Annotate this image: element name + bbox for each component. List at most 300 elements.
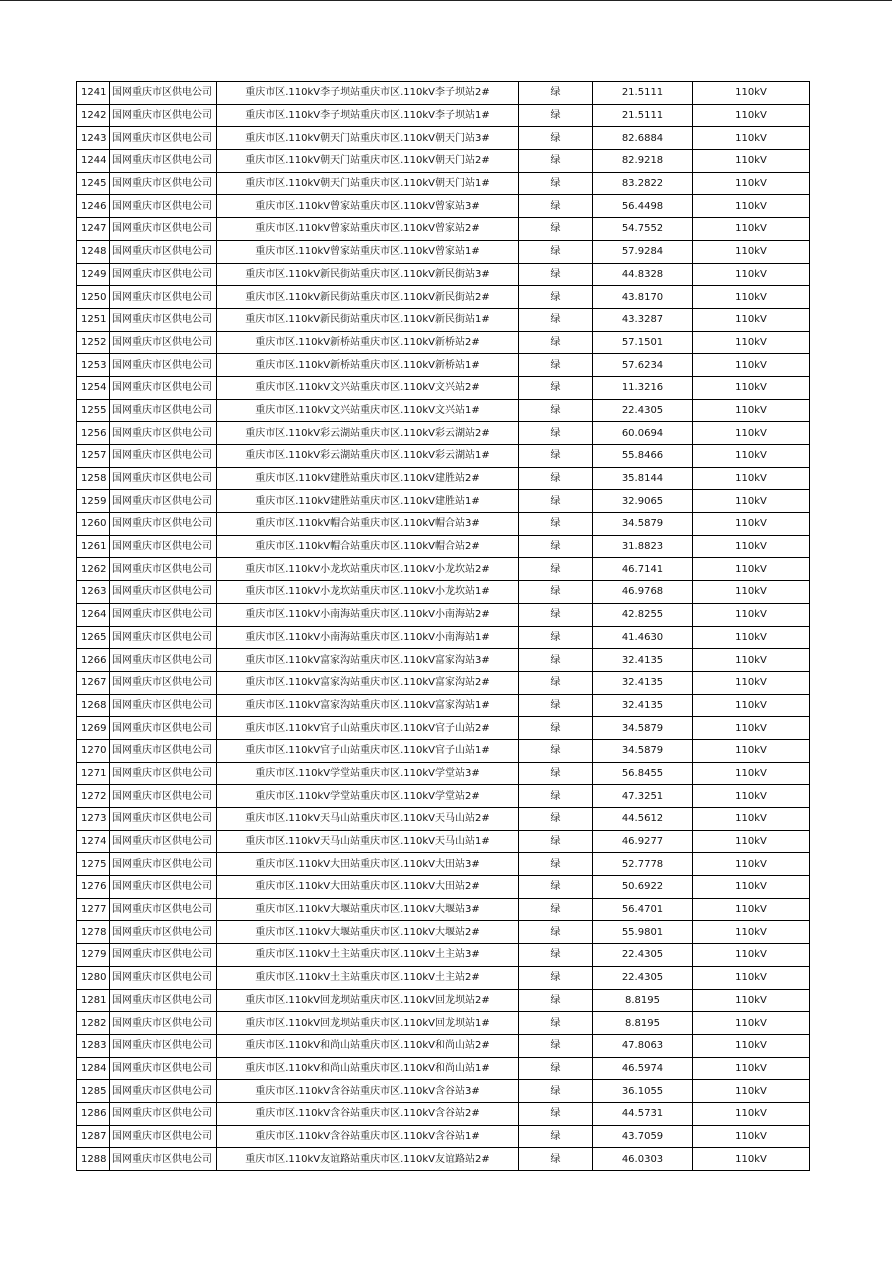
station-cell: 重庆市区.110kV回龙坝站重庆市区.110kV回龙坝站2# xyxy=(217,989,519,1012)
table-row xyxy=(77,1057,810,1080)
company-cell: 国网重庆市区供电公司 xyxy=(110,422,217,445)
station-cell: 重庆市区.110kV朝天门站重庆市区.110kV朝天门站3# xyxy=(217,127,519,150)
status-color-cell: 绿 xyxy=(519,82,593,105)
status-color-cell: 绿 xyxy=(519,649,593,672)
station-cell: 重庆市区.110kV建胜站重庆市区.110kV建胜站2# xyxy=(217,467,519,490)
row-number-cell: 1245 xyxy=(77,172,110,195)
station-cell: 重庆市区.110kV小龙坎站重庆市区.110kV小龙坎站1# xyxy=(217,581,519,604)
row-number-cell: 1274 xyxy=(77,830,110,853)
station-cell: 重庆市区.110kV小南海站重庆市区.110kV小南海站1# xyxy=(217,626,519,649)
row-number-cell: 1273 xyxy=(77,808,110,831)
voltage-level-cell: 110kV xyxy=(693,876,810,899)
table-row xyxy=(77,944,810,967)
status-color-cell: 绿 xyxy=(519,445,593,468)
company-cell: 国网重庆市区供电公司 xyxy=(110,1012,217,1035)
row-number-cell: 1276 xyxy=(77,876,110,899)
voltage-level-cell: 110kV xyxy=(693,513,810,536)
status-color-cell: 绿 xyxy=(519,739,593,762)
company-cell: 国网重庆市区供电公司 xyxy=(110,762,217,785)
voltage-level-cell: 110kV xyxy=(693,1148,810,1171)
station-cell: 重庆市区.110kV大堰站重庆市区.110kV大堰站2# xyxy=(217,921,519,944)
value-cell: 8.8195 xyxy=(593,1012,693,1035)
table-row xyxy=(77,82,810,105)
status-color-cell: 绿 xyxy=(519,921,593,944)
value-cell: 56.4498 xyxy=(593,195,693,218)
station-cell: 重庆市区.110kV李子坝站重庆市区.110kV李子坝站2# xyxy=(217,82,519,105)
company-cell: 国网重庆市区供电公司 xyxy=(110,513,217,536)
station-cell: 重庆市区.110kV含谷站重庆市区.110kV含谷站3# xyxy=(217,1080,519,1103)
company-cell: 国网重庆市区供电公司 xyxy=(110,649,217,672)
value-cell: 46.7141 xyxy=(593,558,693,581)
station-cell: 重庆市区.110kV彩云湖站重庆市区.110kV彩云湖站2# xyxy=(217,422,519,445)
station-cell: 重庆市区.110kV大田站重庆市区.110kV大田站3# xyxy=(217,853,519,876)
station-cell: 重庆市区.110kV大堰站重庆市区.110kV大堰站3# xyxy=(217,898,519,921)
value-cell: 34.5879 xyxy=(593,717,693,740)
table-row xyxy=(77,989,810,1012)
table-row xyxy=(77,739,810,762)
station-cell: 重庆市区.110kV土主站重庆市区.110kV土主站3# xyxy=(217,944,519,967)
status-color-cell: 绿 xyxy=(519,898,593,921)
row-number-cell: 1268 xyxy=(77,694,110,717)
voltage-level-cell: 110kV xyxy=(693,853,810,876)
value-cell: 44.8328 xyxy=(593,263,693,286)
value-cell: 22.4305 xyxy=(593,399,693,422)
value-cell: 32.4135 xyxy=(593,671,693,694)
row-number-cell: 1248 xyxy=(77,240,110,263)
row-number-cell: 1271 xyxy=(77,762,110,785)
row-number-cell: 1263 xyxy=(77,581,110,604)
table-row xyxy=(77,603,810,626)
voltage-level-cell: 110kV xyxy=(693,944,810,967)
company-cell: 国网重庆市区供电公司 xyxy=(110,354,217,377)
value-cell: 57.1501 xyxy=(593,331,693,354)
station-cell: 重庆市区.110kV新民街站重庆市区.110kV新民街站1# xyxy=(217,308,519,331)
status-color-cell: 绿 xyxy=(519,490,593,513)
table-row xyxy=(77,1012,810,1035)
company-cell: 国网重庆市区供电公司 xyxy=(110,127,217,150)
status-color-cell: 绿 xyxy=(519,1080,593,1103)
voltage-level-cell: 110kV xyxy=(693,445,810,468)
station-cell: 重庆市区.110kV天马山站重庆市区.110kV天马山站2# xyxy=(217,808,519,831)
table-row xyxy=(77,1102,810,1125)
company-cell: 国网重庆市区供电公司 xyxy=(110,694,217,717)
row-number-cell: 1283 xyxy=(77,1034,110,1057)
company-cell: 国网重庆市区供电公司 xyxy=(110,853,217,876)
station-cell: 重庆市区.110kV彩云湖站重庆市区.110kV彩云湖站1# xyxy=(217,445,519,468)
table-row xyxy=(77,1080,810,1103)
voltage-level-cell: 110kV xyxy=(693,82,810,105)
company-cell: 国网重庆市区供电公司 xyxy=(110,898,217,921)
company-cell: 国网重庆市区供电公司 xyxy=(110,1125,217,1148)
row-number-cell: 1261 xyxy=(77,535,110,558)
value-cell: 22.4305 xyxy=(593,944,693,967)
row-number-cell: 1253 xyxy=(77,354,110,377)
station-cell: 重庆市区.110kV曾家站重庆市区.110kV曾家站1# xyxy=(217,240,519,263)
table-row xyxy=(77,626,810,649)
table-row xyxy=(77,490,810,513)
company-cell: 国网重庆市区供电公司 xyxy=(110,331,217,354)
row-number-cell: 1272 xyxy=(77,785,110,808)
company-cell: 国网重庆市区供电公司 xyxy=(110,1057,217,1080)
row-number-cell: 1251 xyxy=(77,308,110,331)
status-color-cell: 绿 xyxy=(519,240,593,263)
status-color-cell: 绿 xyxy=(519,127,593,150)
table-row xyxy=(77,1125,810,1148)
value-cell: 35.8144 xyxy=(593,467,693,490)
value-cell: 55.9801 xyxy=(593,921,693,944)
value-cell: 83.2822 xyxy=(593,172,693,195)
table-row xyxy=(77,331,810,354)
value-cell: 32.4135 xyxy=(593,649,693,672)
station-cell: 重庆市区.110kV学堂站重庆市区.110kV学堂站2# xyxy=(217,785,519,808)
status-color-cell: 绿 xyxy=(519,694,593,717)
table-row xyxy=(77,445,810,468)
table-row xyxy=(77,717,810,740)
voltage-level-cell: 110kV xyxy=(693,989,810,1012)
voltage-level-cell: 110kV xyxy=(693,218,810,241)
status-color-cell: 绿 xyxy=(519,422,593,445)
value-cell: 44.5612 xyxy=(593,808,693,831)
company-cell: 国网重庆市区供电公司 xyxy=(110,1148,217,1171)
status-color-cell: 绿 xyxy=(519,944,593,967)
status-color-cell: 绿 xyxy=(519,150,593,173)
status-color-cell: 绿 xyxy=(519,853,593,876)
row-number-cell: 1257 xyxy=(77,445,110,468)
table-row xyxy=(77,218,810,241)
company-cell: 国网重庆市区供电公司 xyxy=(110,286,217,309)
voltage-level-cell: 110kV xyxy=(693,535,810,558)
value-cell: 47.8063 xyxy=(593,1034,693,1057)
row-number-cell: 1249 xyxy=(77,263,110,286)
row-number-cell: 1282 xyxy=(77,1012,110,1035)
station-cell: 重庆市区.110kV新民街站重庆市区.110kV新民街站3# xyxy=(217,263,519,286)
value-cell: 60.0694 xyxy=(593,422,693,445)
voltage-level-cell: 110kV xyxy=(693,172,810,195)
voltage-level-cell: 110kV xyxy=(693,558,810,581)
value-cell: 21.5111 xyxy=(593,82,693,105)
value-cell: 34.5879 xyxy=(593,739,693,762)
value-cell: 50.6922 xyxy=(593,876,693,899)
value-cell: 56.8455 xyxy=(593,762,693,785)
table-row xyxy=(77,104,810,127)
row-number-cell: 1241 xyxy=(77,82,110,105)
company-cell: 国网重庆市区供电公司 xyxy=(110,1080,217,1103)
voltage-level-cell: 110kV xyxy=(693,263,810,286)
row-number-cell: 1277 xyxy=(77,898,110,921)
value-cell: 22.4305 xyxy=(593,966,693,989)
row-number-cell: 1269 xyxy=(77,717,110,740)
status-color-cell: 绿 xyxy=(519,535,593,558)
company-cell: 国网重庆市区供电公司 xyxy=(110,240,217,263)
row-number-cell: 1287 xyxy=(77,1125,110,1148)
voltage-level-cell: 110kV xyxy=(693,104,810,127)
company-cell: 国网重庆市区供电公司 xyxy=(110,467,217,490)
value-cell: 44.5731 xyxy=(593,1102,693,1125)
station-cell: 重庆市区.110kV文兴站重庆市区.110kV文兴站2# xyxy=(217,376,519,399)
company-cell: 国网重庆市区供电公司 xyxy=(110,671,217,694)
station-cell: 重庆市区.110kV帽合站重庆市区.110kV帽合站2# xyxy=(217,535,519,558)
table-row xyxy=(77,762,810,785)
value-cell: 46.0303 xyxy=(593,1148,693,1171)
row-number-cell: 1256 xyxy=(77,422,110,445)
voltage-level-cell: 110kV xyxy=(693,1012,810,1035)
status-color-cell: 绿 xyxy=(519,263,593,286)
status-color-cell: 绿 xyxy=(519,1125,593,1148)
row-number-cell: 1255 xyxy=(77,399,110,422)
table-body xyxy=(77,82,810,1171)
station-cell: 重庆市区.110kV文兴站重庆市区.110kV文兴站1# xyxy=(217,399,519,422)
station-cell: 重庆市区.110kV新桥站重庆市区.110kV新桥站2# xyxy=(217,331,519,354)
status-color-cell: 绿 xyxy=(519,1148,593,1171)
table-row xyxy=(77,649,810,672)
voltage-level-cell: 110kV xyxy=(693,830,810,853)
table-row xyxy=(77,1034,810,1057)
status-color-cell: 绿 xyxy=(519,513,593,536)
voltage-level-cell: 110kV xyxy=(693,240,810,263)
table-row xyxy=(77,1148,810,1171)
table-row xyxy=(77,830,810,853)
voltage-level-cell: 110kV xyxy=(693,1080,810,1103)
station-cell: 重庆市区.110kV土主站重庆市区.110kV土主站2# xyxy=(217,966,519,989)
voltage-level-cell: 110kV xyxy=(693,1034,810,1057)
row-number-cell: 1265 xyxy=(77,626,110,649)
station-cell: 重庆市区.110kV大田站重庆市区.110kV大田站2# xyxy=(217,876,519,899)
row-number-cell: 1244 xyxy=(77,150,110,173)
voltage-level-cell: 110kV xyxy=(693,694,810,717)
table-row xyxy=(77,694,810,717)
row-number-cell: 1262 xyxy=(77,558,110,581)
voltage-level-cell: 110kV xyxy=(693,808,810,831)
station-cell: 重庆市区.110kV朝天门站重庆市区.110kV朝天门站2# xyxy=(217,150,519,173)
table-row xyxy=(77,513,810,536)
company-cell: 国网重庆市区供电公司 xyxy=(110,808,217,831)
company-cell: 国网重庆市区供电公司 xyxy=(110,445,217,468)
station-cell: 重庆市区.110kV李子坝站重庆市区.110kV李子坝站1# xyxy=(217,104,519,127)
voltage-level-cell: 110kV xyxy=(693,127,810,150)
station-cell: 重庆市区.110kV含谷站重庆市区.110kV含谷站2# xyxy=(217,1102,519,1125)
company-cell: 国网重庆市区供电公司 xyxy=(110,82,217,105)
row-number-cell: 1285 xyxy=(77,1080,110,1103)
status-color-cell: 绿 xyxy=(519,376,593,399)
table-row xyxy=(77,376,810,399)
status-color-cell: 绿 xyxy=(519,286,593,309)
company-cell: 国网重庆市区供电公司 xyxy=(110,308,217,331)
table-row xyxy=(77,127,810,150)
row-number-cell: 1258 xyxy=(77,467,110,490)
table-row xyxy=(77,399,810,422)
value-cell: 43.3287 xyxy=(593,308,693,331)
voltage-level-cell: 110kV xyxy=(693,671,810,694)
company-cell: 国网重庆市区供电公司 xyxy=(110,195,217,218)
row-number-cell: 1286 xyxy=(77,1102,110,1125)
station-cell: 重庆市区.110kV回龙坝站重庆市区.110kV回龙坝站1# xyxy=(217,1012,519,1035)
station-cell: 重庆市区.110kV小龙坎站重庆市区.110kV小龙坎站2# xyxy=(217,558,519,581)
status-color-cell: 绿 xyxy=(519,467,593,490)
station-cell: 重庆市区.110kV曾家站重庆市区.110kV曾家站3# xyxy=(217,195,519,218)
voltage-level-cell: 110kV xyxy=(693,286,810,309)
station-cell: 重庆市区.110kV含谷站重庆市区.110kV含谷站1# xyxy=(217,1125,519,1148)
voltage-level-cell: 110kV xyxy=(693,921,810,944)
company-cell: 国网重庆市区供电公司 xyxy=(110,581,217,604)
table-row xyxy=(77,240,810,263)
status-color-cell: 绿 xyxy=(519,172,593,195)
row-number-cell: 1267 xyxy=(77,671,110,694)
station-cell: 重庆市区.110kV帽合站重庆市区.110kV帽合站3# xyxy=(217,513,519,536)
status-color-cell: 绿 xyxy=(519,830,593,853)
row-number-cell: 1250 xyxy=(77,286,110,309)
row-number-cell: 1247 xyxy=(77,218,110,241)
voltage-level-cell: 110kV xyxy=(693,195,810,218)
voltage-level-cell: 110kV xyxy=(693,1125,810,1148)
value-cell: 46.9768 xyxy=(593,581,693,604)
table-row xyxy=(77,808,810,831)
table-row xyxy=(77,467,810,490)
company-cell: 国网重庆市区供电公司 xyxy=(110,717,217,740)
company-cell: 国网重庆市区供电公司 xyxy=(110,626,217,649)
company-cell: 国网重庆市区供电公司 xyxy=(110,966,217,989)
voltage-level-cell: 110kV xyxy=(693,467,810,490)
row-number-cell: 1278 xyxy=(77,921,110,944)
row-number-cell: 1260 xyxy=(77,513,110,536)
status-color-cell: 绿 xyxy=(519,1102,593,1125)
row-number-cell: 1280 xyxy=(77,966,110,989)
station-cell: 重庆市区.110kV曾家站重庆市区.110kV曾家站2# xyxy=(217,218,519,241)
status-color-cell: 绿 xyxy=(519,1012,593,1035)
station-cell: 重庆市区.110kV学堂站重庆市区.110kV学堂站3# xyxy=(217,762,519,785)
voltage-level-cell: 110kV xyxy=(693,966,810,989)
company-cell: 国网重庆市区供电公司 xyxy=(110,944,217,967)
status-color-cell: 绿 xyxy=(519,308,593,331)
voltage-level-cell: 110kV xyxy=(693,1102,810,1125)
station-cell: 重庆市区.110kV建胜站重庆市区.110kV建胜站1# xyxy=(217,490,519,513)
value-cell: 52.7778 xyxy=(593,853,693,876)
table-row xyxy=(77,853,810,876)
status-color-cell: 绿 xyxy=(519,1057,593,1080)
voltage-level-cell: 110kV xyxy=(693,603,810,626)
station-cell: 重庆市区.110kV友谊路站重庆市区.110kV友谊路站2# xyxy=(217,1148,519,1171)
table-row xyxy=(77,535,810,558)
row-number-cell: 1275 xyxy=(77,853,110,876)
table-row xyxy=(77,898,810,921)
row-number-cell: 1288 xyxy=(77,1148,110,1171)
company-cell: 国网重庆市区供电公司 xyxy=(110,104,217,127)
company-cell: 国网重庆市区供电公司 xyxy=(110,263,217,286)
value-cell: 21.5111 xyxy=(593,104,693,127)
status-color-cell: 绿 xyxy=(519,1034,593,1057)
voltage-level-cell: 110kV xyxy=(693,490,810,513)
page-top-rule xyxy=(0,0,892,1)
voltage-level-cell: 110kV xyxy=(693,399,810,422)
voltage-level-cell: 110kV xyxy=(693,898,810,921)
value-cell: 34.5879 xyxy=(593,513,693,536)
value-cell: 54.7552 xyxy=(593,218,693,241)
table-row xyxy=(77,581,810,604)
status-color-cell: 绿 xyxy=(519,762,593,785)
station-cell: 重庆市区.110kV官子山站重庆市区.110kV官子山站1# xyxy=(217,739,519,762)
table-row xyxy=(77,354,810,377)
row-number-cell: 1246 xyxy=(77,195,110,218)
value-cell: 42.8255 xyxy=(593,603,693,626)
company-cell: 国网重庆市区供电公司 xyxy=(110,399,217,422)
value-cell: 32.9065 xyxy=(593,490,693,513)
table-row xyxy=(77,558,810,581)
table-row xyxy=(77,150,810,173)
company-cell: 国网重庆市区供电公司 xyxy=(110,739,217,762)
voltage-level-cell: 110kV xyxy=(693,354,810,377)
company-cell: 国网重庆市区供电公司 xyxy=(110,172,217,195)
status-color-cell: 绿 xyxy=(519,354,593,377)
row-number-cell: 1254 xyxy=(77,376,110,399)
company-cell: 国网重庆市区供电公司 xyxy=(110,150,217,173)
voltage-level-cell: 110kV xyxy=(693,785,810,808)
status-color-cell: 绿 xyxy=(519,989,593,1012)
voltage-level-cell: 110kV xyxy=(693,739,810,762)
station-cell: 重庆市区.110kV朝天门站重庆市区.110kV朝天门站1# xyxy=(217,172,519,195)
table-row xyxy=(77,286,810,309)
value-cell: 57.9284 xyxy=(593,240,693,263)
status-color-cell: 绿 xyxy=(519,876,593,899)
status-color-cell: 绿 xyxy=(519,717,593,740)
row-number-cell: 1243 xyxy=(77,127,110,150)
company-cell: 国网重庆市区供电公司 xyxy=(110,218,217,241)
value-cell: 8.8195 xyxy=(593,989,693,1012)
company-cell: 国网重庆市区供电公司 xyxy=(110,989,217,1012)
status-color-cell: 绿 xyxy=(519,808,593,831)
company-cell: 国网重庆市区供电公司 xyxy=(110,830,217,853)
table-row xyxy=(77,195,810,218)
row-number-cell: 1252 xyxy=(77,331,110,354)
status-color-cell: 绿 xyxy=(519,671,593,694)
station-cell: 重庆市区.110kV官子山站重庆市区.110kV官子山站2# xyxy=(217,717,519,740)
status-color-cell: 绿 xyxy=(519,558,593,581)
status-color-cell: 绿 xyxy=(519,331,593,354)
company-cell: 国网重庆市区供电公司 xyxy=(110,376,217,399)
company-cell: 国网重庆市区供电公司 xyxy=(110,558,217,581)
value-cell: 41.4630 xyxy=(593,626,693,649)
status-color-cell: 绿 xyxy=(519,195,593,218)
status-color-cell: 绿 xyxy=(519,785,593,808)
value-cell: 11.3216 xyxy=(593,376,693,399)
station-cell: 重庆市区.110kV富家沟站重庆市区.110kV富家沟站2# xyxy=(217,671,519,694)
row-number-cell: 1264 xyxy=(77,603,110,626)
voltage-level-cell: 110kV xyxy=(693,626,810,649)
voltage-level-cell: 110kV xyxy=(693,376,810,399)
voltage-level-cell: 110kV xyxy=(693,1057,810,1080)
table-row xyxy=(77,966,810,989)
station-cell: 重庆市区.110kV天马山站重庆市区.110kV天马山站1# xyxy=(217,830,519,853)
table-row xyxy=(77,785,810,808)
value-cell: 56.4701 xyxy=(593,898,693,921)
table-row xyxy=(77,876,810,899)
value-cell: 46.5974 xyxy=(593,1057,693,1080)
value-cell: 47.3251 xyxy=(593,785,693,808)
table-row xyxy=(77,671,810,694)
row-number-cell: 1266 xyxy=(77,649,110,672)
value-cell: 31.8823 xyxy=(593,535,693,558)
value-cell: 36.1055 xyxy=(593,1080,693,1103)
value-cell: 82.9218 xyxy=(593,150,693,173)
station-cell: 重庆市区.110kV富家沟站重庆市区.110kV富家沟站1# xyxy=(217,694,519,717)
station-table xyxy=(76,81,810,1171)
value-cell: 82.6884 xyxy=(593,127,693,150)
station-cell: 重庆市区.110kV新民街站重庆市区.110kV新民街站2# xyxy=(217,286,519,309)
value-cell: 32.4135 xyxy=(593,694,693,717)
data-sheet xyxy=(76,81,809,1171)
row-number-cell: 1281 xyxy=(77,989,110,1012)
value-cell: 55.8466 xyxy=(593,445,693,468)
voltage-level-cell: 110kV xyxy=(693,150,810,173)
voltage-level-cell: 110kV xyxy=(693,762,810,785)
